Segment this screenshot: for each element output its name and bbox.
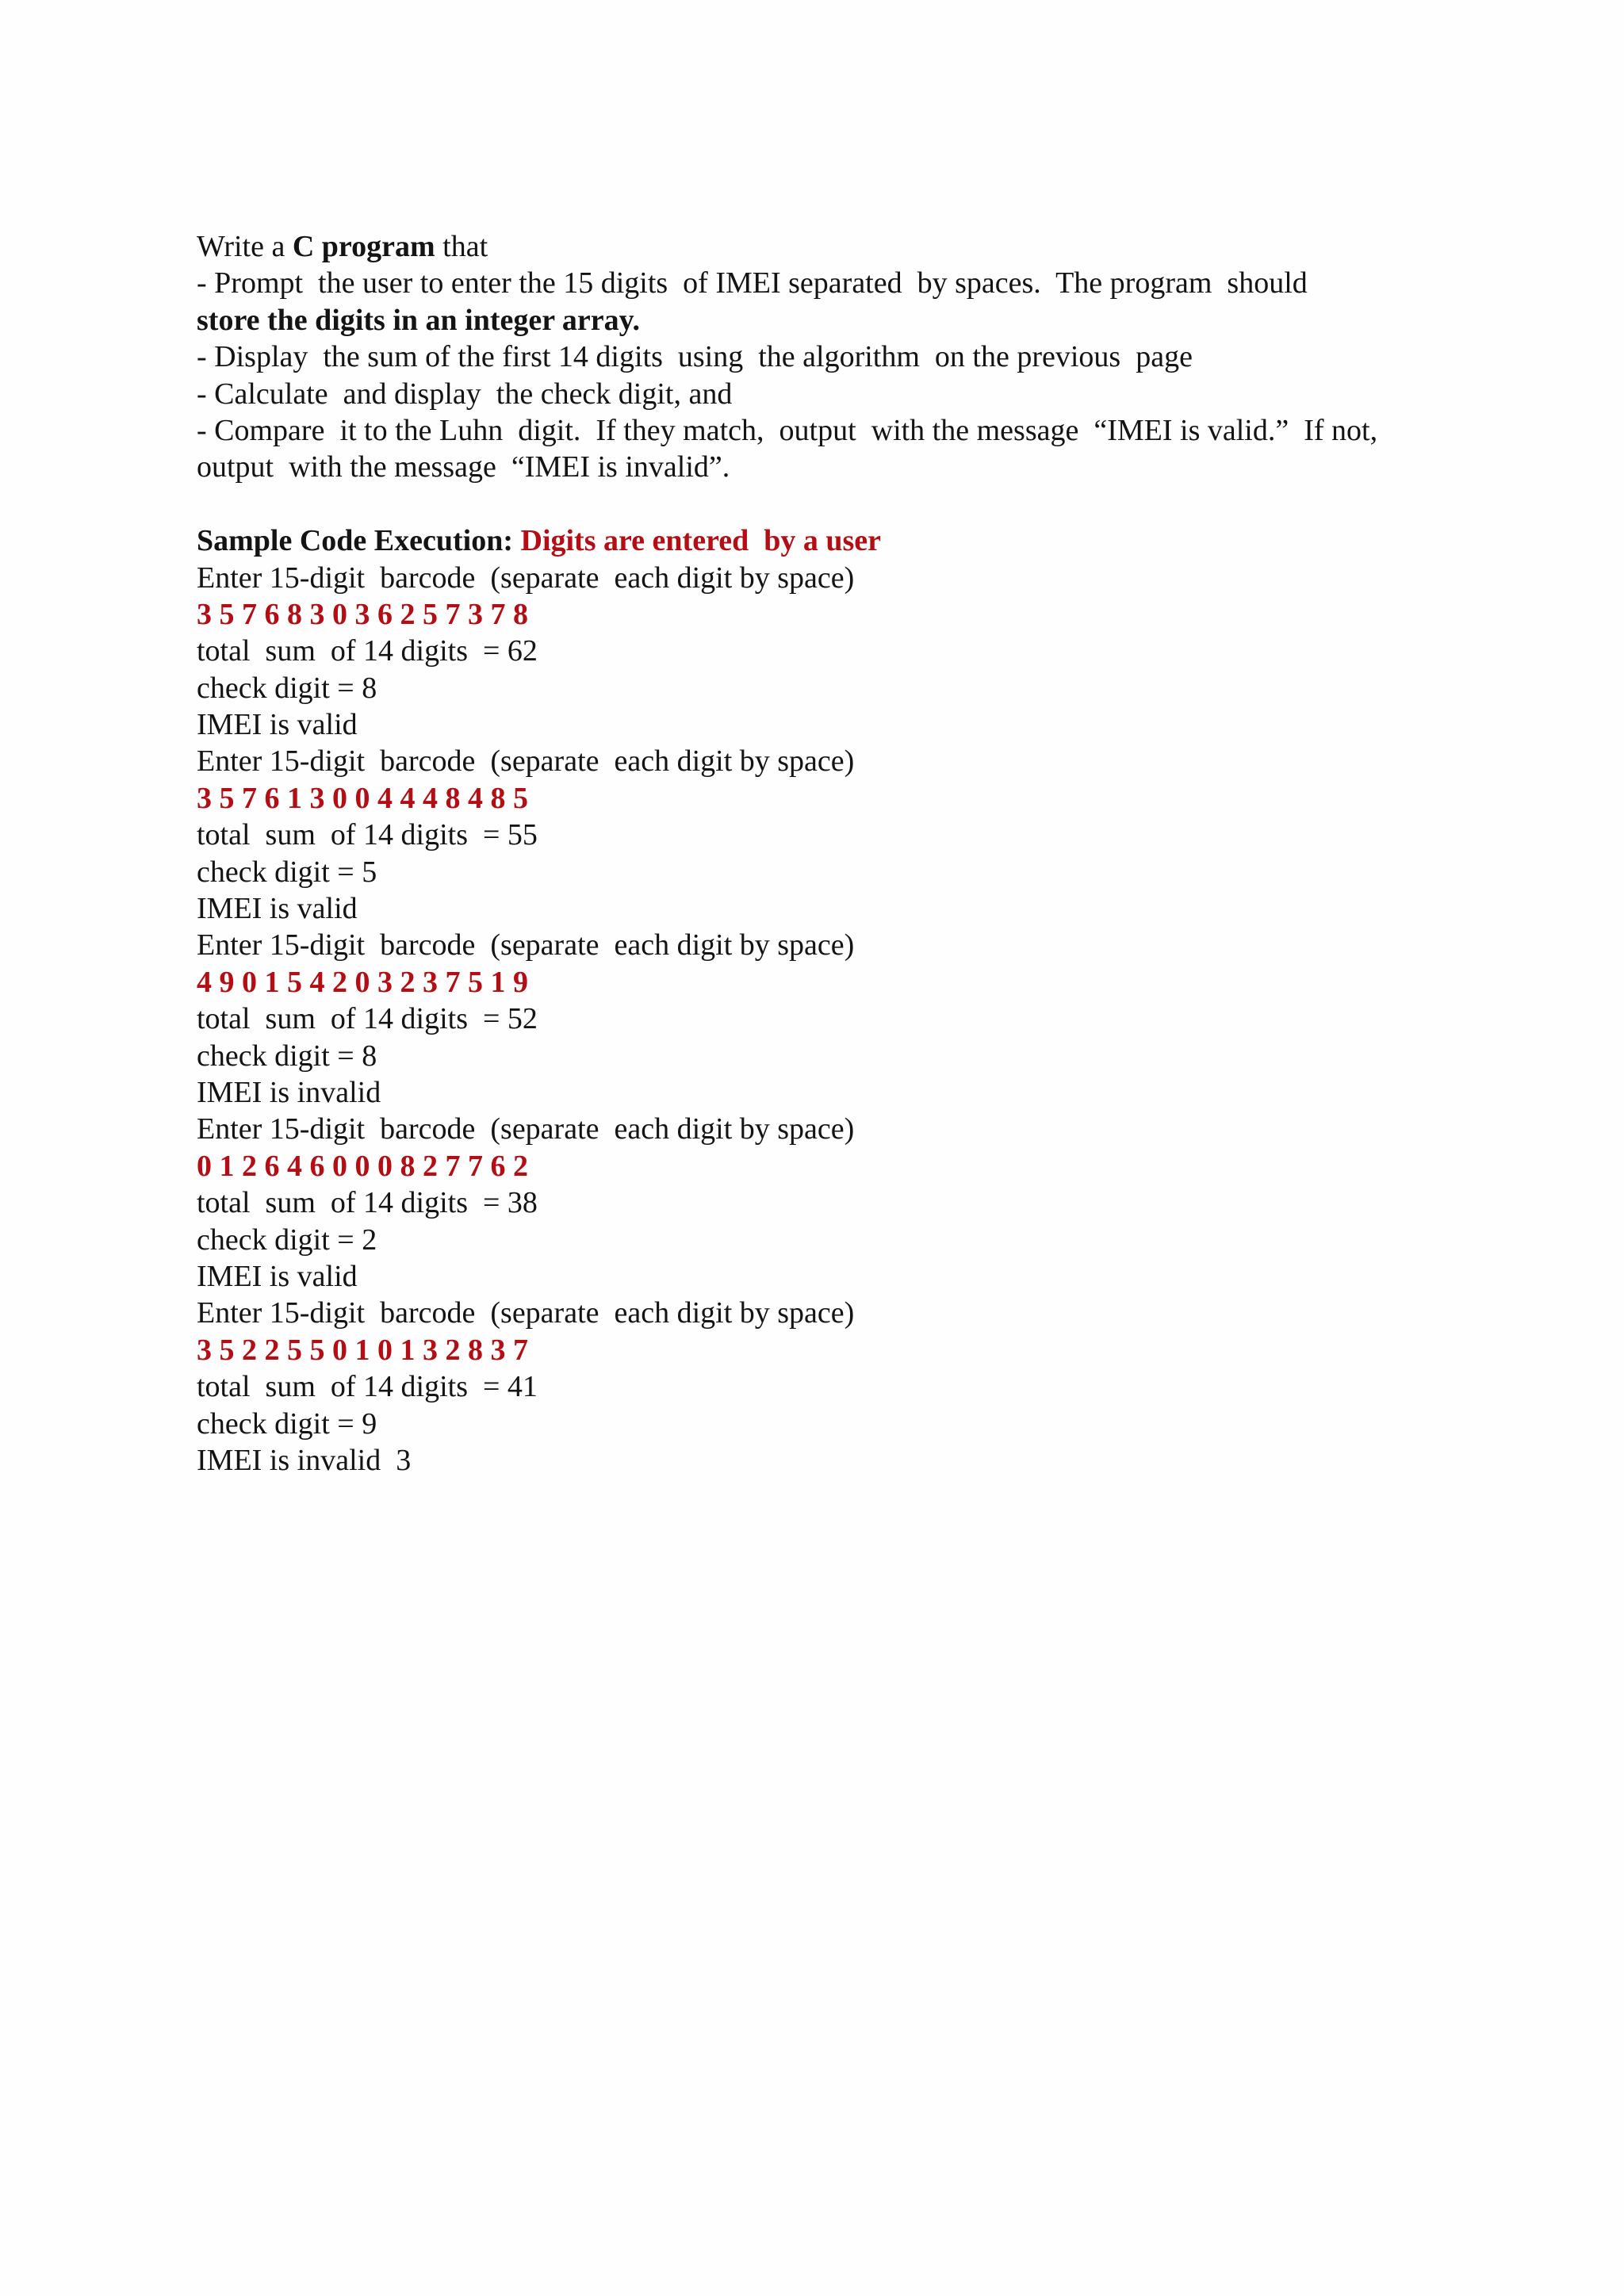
- run-result: IMEI is valid: [197, 1259, 358, 1293]
- run-sum: total sum of 14 digits = 52: [197, 1002, 538, 1036]
- run-prompt: Enter 15-digit barcode (separate each digit by space): [197, 744, 855, 779]
- run-check-digit: check digit = 2: [197, 1223, 377, 1257]
- sample-heading-label: Sample Code Execution:: [197, 524, 513, 558]
- run-check-digit: check digit = 8: [197, 671, 377, 705]
- run-sum: total sum of 14 digits = 55: [197, 818, 538, 852]
- run-input-digits: 0 1 2 6 4 6 0 0 0 8 2 7 7 6 2: [197, 1149, 528, 1183]
- intro-bold-c-program: C program: [292, 230, 435, 263]
- intro-text: that: [435, 230, 488, 263]
- run-prompt: Enter 15-digit barcode (separate each digit by space): [197, 1296, 855, 1330]
- intro-text: Write a: [197, 230, 293, 263]
- intro-line-7: output with the message “IMEI is invalid”.: [197, 450, 730, 484]
- run-result: IMEI is valid: [197, 892, 358, 926]
- run-prompt: Enter 15-digit barcode (separate each digit by space): [197, 1112, 855, 1146]
- run-check-digit: check digit = 5: [197, 855, 377, 889]
- run-sum: total sum of 14 digits = 62: [197, 634, 538, 668]
- run-check-digit: check digit = 9: [197, 1406, 377, 1441]
- run-sum: total sum of 14 digits = 41: [197, 1370, 538, 1404]
- sample-heading: [197, 522, 1434, 559]
- sample-runs: [197, 560, 1434, 1479]
- intro-line-5: - Calculate and display the check digit, and: [197, 377, 733, 411]
- run-prompt: Enter 15-digit barcode (separate each digit by space): [197, 561, 855, 595]
- intro-line-6: - Compare it to the Luhn digit. If they match, output with the message “IMEI is valid.” If not,: [197, 413, 1378, 447]
- sample-heading-note: Digits are entered by a user: [520, 524, 882, 558]
- run-result: IMEI is invalid 3: [197, 1443, 412, 1477]
- run-input-digits: 3 5 7 6 8 3 0 3 6 2 5 7 3 7 8: [197, 597, 528, 631]
- intro-line-1: [197, 228, 1434, 265]
- run-result: IMEI is valid: [197, 708, 358, 742]
- intro-line-4: - Display the sum of the first 14 digits using the algorithm on the previous page: [197, 340, 1193, 374]
- intro-line-2: - Prompt the user to enter the 15 digits of IMEI separated by spaces. The program should: [197, 266, 1308, 300]
- document-body: [197, 228, 1434, 1479]
- run-input-digits: 4 9 0 1 5 4 2 0 3 2 3 7 5 1 9: [197, 965, 528, 999]
- spacer: [197, 486, 1434, 522]
- run-prompt: Enter 15-digit barcode (separate each digit by space): [197, 928, 855, 962]
- run-result: IMEI is invalid: [197, 1075, 381, 1109]
- intro-line-3: store the digits in an integer array.: [197, 303, 641, 337]
- run-input-digits: 3 5 7 6 1 3 0 0 4 4 4 8 4 8 5: [197, 781, 528, 815]
- run-sum: total sum of 14 digits = 38: [197, 1186, 538, 1220]
- run-check-digit: check digit = 8: [197, 1039, 377, 1073]
- run-input-digits: 3 5 2 2 5 5 0 1 0 1 3 2 8 3 7: [197, 1333, 528, 1367]
